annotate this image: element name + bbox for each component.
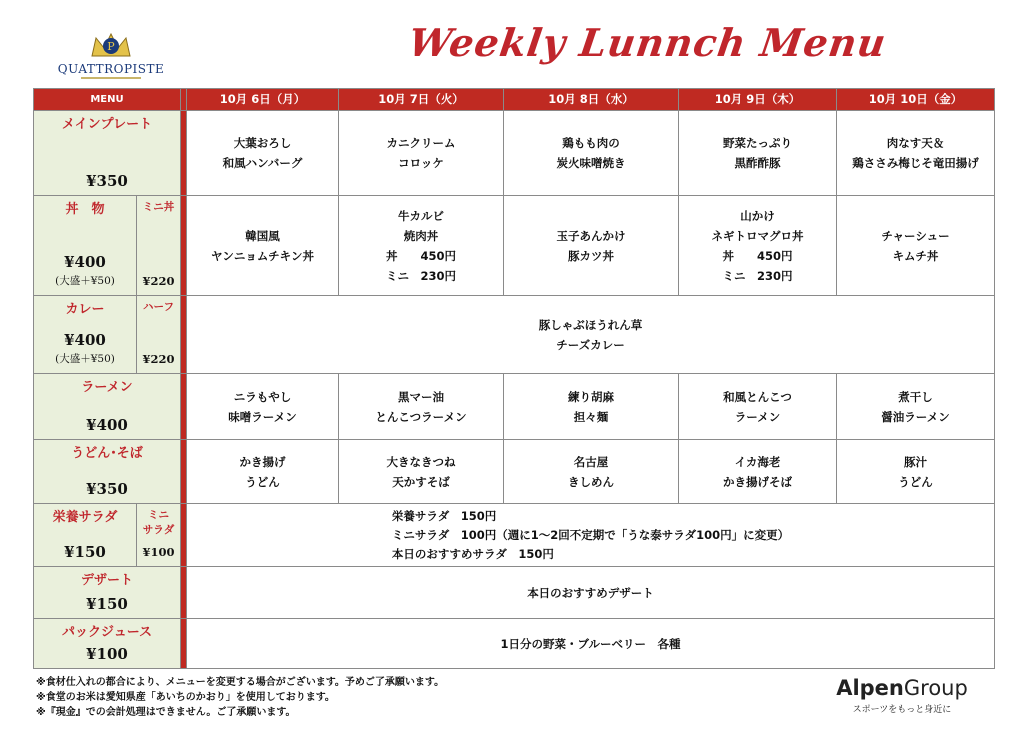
category-price: ¥150 — [86, 595, 128, 613]
dish-line: 豚カツ丼 — [568, 248, 614, 263]
category-name: 丼 物 — [65, 202, 105, 217]
side-name: ミニ丼 — [142, 201, 175, 213]
category-name: うどん･そば — [71, 446, 143, 461]
header-row — [34, 89, 995, 111]
dish-line: 肉なす天＆ — [886, 136, 945, 150]
category-price: ¥100 — [86, 645, 128, 663]
category-name: 栄養サラダ — [52, 510, 118, 525]
weekly-menu-table — [33, 88, 995, 669]
category-name: デザート — [80, 573, 133, 588]
day-header: 10月 9日（木） — [679, 89, 837, 111]
dish-line: 1日分の野菜・ブルーベリー 各種 — [500, 636, 681, 651]
don-row — [34, 196, 995, 296]
dish-cell — [679, 440, 837, 504]
dish-line: 豚しゃぶほうれん草 — [538, 317, 643, 332]
dish-cell — [679, 196, 837, 296]
category-price: ¥350 — [86, 172, 128, 190]
dish-cell — [504, 196, 679, 296]
footnotes — [36, 675, 444, 720]
dish-line: 野菜たっぷり — [723, 136, 792, 150]
dish-line: かき揚げ — [239, 454, 286, 469]
dish-cell-weekly — [187, 296, 995, 374]
dish-line: キムチ丼 — [892, 248, 939, 263]
footnote: ※食堂のお米は愛知県産「あいちのかおり」を使用しております。 — [36, 692, 335, 703]
dish-cell — [504, 111, 679, 196]
dish-cell — [837, 196, 995, 296]
brand-name-bold: Alpen — [836, 676, 904, 700]
dish-line: 大きなきつね — [386, 454, 456, 469]
dish-line: 鶏もも肉の — [562, 136, 620, 150]
category-cell — [34, 567, 181, 619]
side-price: ¥220 — [142, 274, 175, 288]
dish-line: 黒酢酢豚 — [734, 156, 781, 170]
dish-line: 担々麺 — [573, 409, 609, 424]
dish-cell — [837, 440, 995, 504]
dish-line: チーズカレー — [556, 337, 625, 352]
dish-line: 味噌ラーメン — [228, 409, 297, 424]
dish-line: 鶏ささみ梅じそ竜田揚げ — [852, 156, 979, 170]
page-title: Weekly Lunnch Menu — [405, 20, 890, 65]
svg-text:P: P — [107, 40, 115, 53]
side-price: ¥220 — [142, 352, 175, 366]
dish-cell — [187, 440, 339, 504]
category-name: ラーメン — [81, 380, 133, 395]
logo-text: QUATTROPISTE — [57, 62, 165, 76]
side-category-cell — [137, 296, 181, 374]
side-name: ミニ — [148, 509, 169, 521]
dish-cell — [837, 111, 995, 196]
dish-cell — [339, 374, 504, 440]
dish-line: 和風ハンバーグ — [222, 156, 303, 170]
dish-cell — [339, 440, 504, 504]
dish-line: イカ海老 — [734, 454, 781, 469]
dish-line: チャーシュー — [881, 228, 950, 243]
dish-line: 大葉おろし — [233, 136, 292, 150]
dish-cell — [187, 111, 339, 196]
salad-list — [392, 507, 789, 564]
side-category-cell — [137, 196, 181, 296]
menu-header: MENU — [34, 89, 181, 111]
dish-line: うどん — [898, 474, 933, 489]
category-cell — [34, 504, 137, 567]
dish-line: 炭火味噌焼き — [556, 156, 626, 170]
category-extra-price: (大盛＋¥50) — [55, 353, 115, 365]
category-cell — [34, 374, 181, 440]
category-name: カレー — [65, 302, 105, 317]
category-price: ¥350 — [86, 480, 128, 498]
alpen-group-logo — [832, 676, 972, 715]
dish-line: 醤油ラーメン — [881, 409, 950, 424]
dish-cell — [187, 374, 339, 440]
footnote: ※『現金』での会計処理はできません。ご了承願います。 — [36, 707, 296, 718]
dish-cell — [187, 196, 339, 296]
dish-cell — [504, 374, 679, 440]
dish-cell-weekly — [187, 504, 995, 567]
category-cell — [34, 440, 181, 504]
day-header: 10月 7日（火） — [339, 89, 504, 111]
dish-cell — [679, 111, 837, 196]
day-header: 10月 6日（月） — [187, 89, 339, 111]
dish-line: 栄養サラダ 150円 — [391, 508, 497, 523]
category-name: パックジュース — [61, 625, 153, 640]
dish-line: 玉子あんかけ — [556, 228, 626, 243]
dish-line: かき揚げそば — [723, 474, 792, 489]
salad-row — [34, 504, 995, 567]
side-name: サラダ — [142, 524, 175, 536]
category-extra-price: (大盛＋¥50) — [55, 275, 115, 287]
brand-name — [832, 676, 972, 700]
dish-line: ミニサラダ 100円（週に1～2回不定期で「うな泰サラダ100円」に変更） — [391, 527, 790, 542]
udon-row — [34, 440, 995, 504]
dish-line: 豚汁 — [904, 454, 927, 469]
category-cell — [34, 196, 137, 296]
dessert-row — [34, 567, 995, 619]
dish-line: 牛カルビ — [398, 208, 444, 223]
dish-line: うどん — [245, 474, 280, 489]
logo-underline — [81, 77, 141, 79]
dish-line: 山かけ — [740, 208, 775, 223]
main-plate-row — [34, 111, 995, 196]
day-header: 10月 10日（金） — [837, 89, 995, 111]
dish-cell — [339, 196, 504, 296]
dish-line: 本日のおすすめデザート — [527, 585, 654, 600]
dish-line: カニクリーム — [386, 136, 456, 150]
category-cell — [34, 619, 181, 669]
dish-line: 煮干し — [898, 389, 933, 404]
side-price: ¥100 — [142, 545, 175, 559]
dish-line: 名古屋 — [573, 454, 609, 469]
ramen-row — [34, 374, 995, 440]
dish-line: ミニ 230円 — [722, 268, 793, 283]
dish-line: ラーメン — [734, 409, 781, 424]
dish-line: 和風とんこつ — [723, 389, 792, 404]
category-cell — [34, 296, 137, 374]
dish-line: ネギトロマグロ丼 — [711, 228, 804, 243]
category-price: ¥400 — [64, 331, 106, 349]
category-price: ¥150 — [64, 543, 106, 561]
dish-line: 韓国風 — [245, 228, 280, 243]
dish-line: 練り胡麻 — [568, 389, 614, 404]
quattropiste-logo — [46, 30, 176, 86]
dish-cell-weekly — [187, 619, 995, 669]
category-name: メインプレート — [61, 117, 153, 132]
dish-cell-weekly — [187, 567, 995, 619]
dish-line: 本日のおすすめサラダ 150円 — [391, 546, 554, 561]
category-price: ¥400 — [64, 253, 106, 271]
dish-cell — [679, 374, 837, 440]
dish-line: 黒マー油 — [398, 389, 444, 404]
dish-line: コロッケ — [398, 156, 444, 170]
dish-line: ヤンニョムチキン丼 — [210, 248, 315, 263]
dish-line: 丼 450円 — [722, 248, 793, 263]
curry-row — [34, 296, 995, 374]
day-header: 10月 8日（水） — [504, 89, 679, 111]
category-cell — [34, 111, 181, 196]
dish-line: ミニ 230円 — [385, 268, 456, 283]
crown-emblem-icon — [88, 30, 134, 60]
side-category-cell — [137, 504, 181, 567]
dish-line: きしめん — [568, 474, 614, 489]
juice-row — [34, 619, 995, 669]
dish-cell — [837, 374, 995, 440]
footnote: ※食材仕入れの都合により、メニューを変更する場合がございます。予めご了承願います。 — [36, 677, 445, 688]
side-name: ハーフ — [143, 301, 174, 313]
dish-line: 天かすそば — [392, 474, 450, 489]
dish-line: 焼肉丼 — [403, 228, 439, 243]
dish-cell — [339, 111, 504, 196]
brand-tagline: スポーツをもっと身近に — [852, 705, 952, 715]
dish-line: ニラもやし — [233, 389, 292, 404]
dish-cell — [504, 440, 679, 504]
dish-line: 丼 450円 — [385, 248, 456, 263]
category-price: ¥400 — [86, 416, 128, 434]
brand-name-rest: Group — [903, 676, 968, 700]
dish-line: とんこつラーメン — [375, 409, 467, 424]
